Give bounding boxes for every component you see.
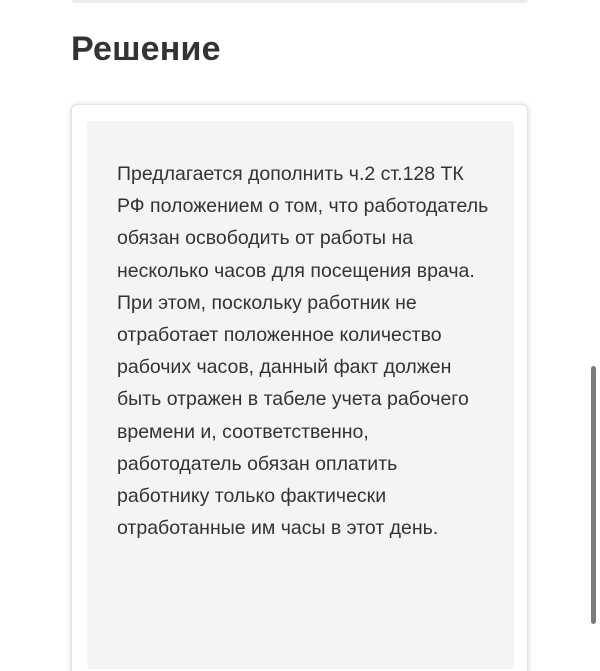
section-title: Решение [71, 30, 221, 68]
scrollbar-thumb[interactable] [591, 366, 596, 624]
solution-text: Предлагается дополнить ч.2 ст.128 ТК РФ положением о том, что работодатель обязан освободить от работы на несколько часов для посещения врача. При этом, поскольку работник не отработает положенное количество рабочих часов, данный факт должен быть отражен в табеле учета рабочего времени и, соответственно, работодатель обязан оплатить работнику только фактически отработанные им часы в этот день. [117, 163, 489, 540]
solution-card-body [87, 121, 514, 669]
previous-card-edge [72, 0, 528, 3]
solution-card [71, 104, 528, 671]
